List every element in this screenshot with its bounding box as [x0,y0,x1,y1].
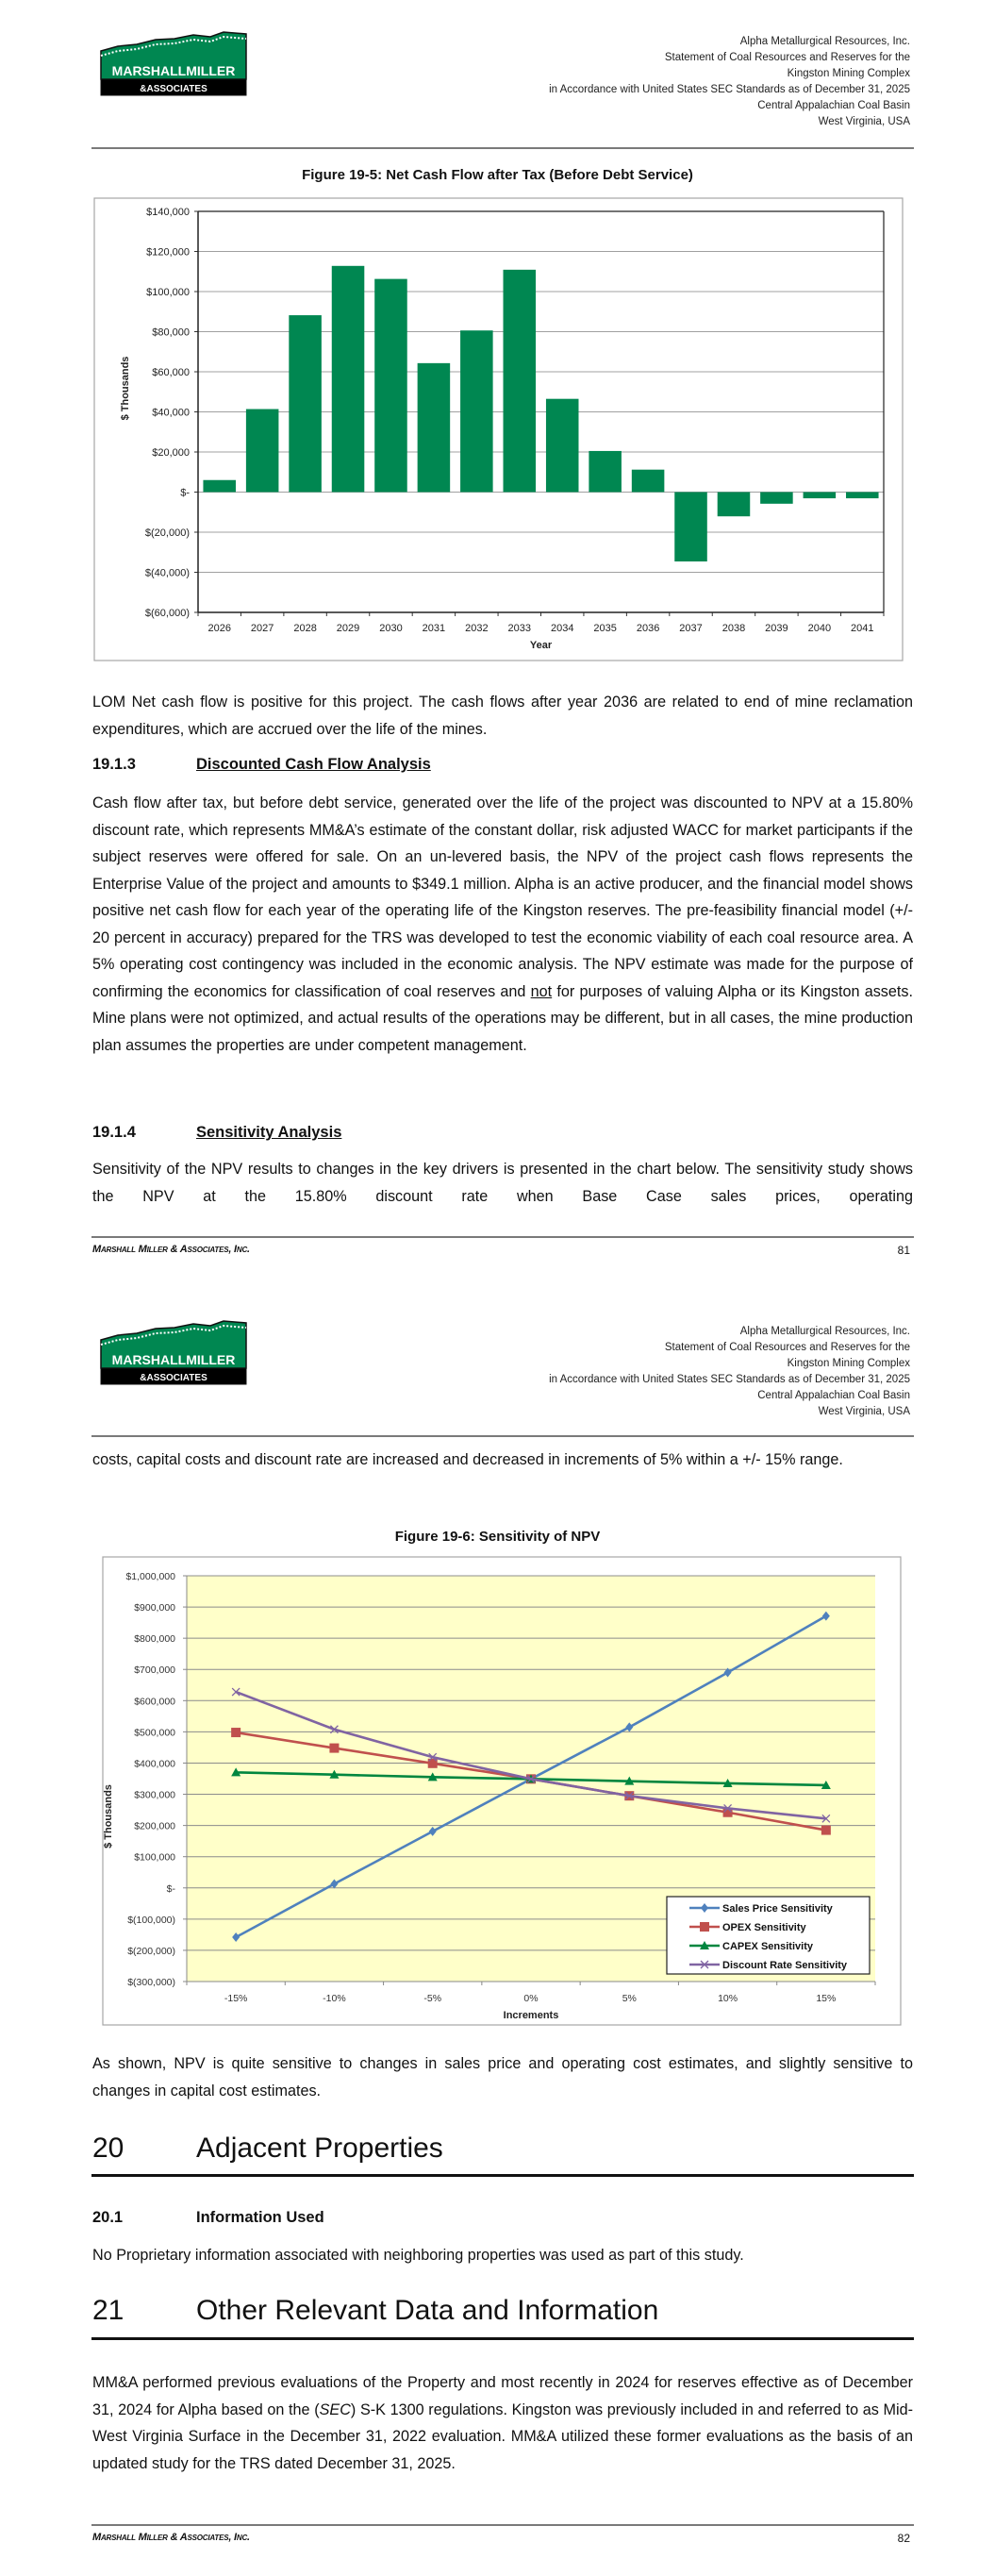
y-tick-label: $(200,000) [127,1945,175,1957]
x-tick-label: 2037 [679,623,703,634]
section-number: 21 [92,2295,124,2326]
paragraph-sensitivity-continued: costs, capital costs and discount rate are increased and decreased in increments of 5% within a +/- 15% range. [92,1451,843,1468]
marshall-miller-logo [99,1319,248,1387]
footer-rule [91,1236,914,1238]
x-tick-label: 2035 [593,623,617,634]
section-number: 20.1 [92,2209,124,2226]
header-line: Central Appalachian Coal Basin [757,100,910,111]
y-tick-label: $200,000 [134,1820,175,1832]
logo-text-top: MARSHALLMILLER [111,63,236,78]
bar-2037 [674,493,707,562]
bar-2027 [246,410,279,493]
header-line: West Virginia, USA [818,1406,910,1417]
header-line: Statement of Coal Resources and Reserves for the [664,1342,910,1353]
header-line: Alpha Metallurgical Resources, Inc. [739,1326,910,1337]
bar-2034 [546,399,579,493]
emphasis-sec: SEC [319,2400,351,2418]
y-tick-label: $100,000 [134,1851,175,1864]
paragraph-dcf-analysis [92,790,913,1059]
x-tick-label: -15% [224,1993,248,2004]
page-number: 82 [897,2532,910,2545]
x-tick-label: 2026 [207,623,231,634]
emphasis-not: not [530,982,553,1000]
figure-19-5-title: Figure 19-5: Net Cash Flow after Tax (Before Debt Service) [302,167,693,183]
bar-2026 [203,480,236,493]
x-tick-label: 2038 [721,623,746,634]
legend-label: CAPEX Sensitivity [722,1941,813,1952]
bar-2036 [632,470,665,493]
x-tick-label: 0% [523,1993,539,2004]
paragraph-other-relevant-data [92,2369,913,2477]
section-number: 19.1.4 [92,1124,136,1141]
x-tick-label: 2039 [765,623,788,634]
footer-rule [91,2524,914,2526]
legend-label: Discount Rate Sensitivity [722,1960,848,1971]
section-number: 20 [92,2133,124,2164]
y-tick-label: $20,000 [152,447,190,459]
logo-text-bottom: &ASSOCIATES [140,1373,207,1383]
paragraph-information-used: No Proprietary information associated with neighboring properties was used as part of this study. [92,2247,744,2264]
header-line: Kingston Mining Complex [787,1358,910,1369]
y-axis-title: $ Thousands [103,1784,114,1848]
x-tick-label: 2040 [807,623,832,634]
section-20-heading [92,2133,443,2165]
chart-frame [94,198,903,661]
x-tick-label: 2036 [636,623,660,634]
y-tick-label: $40,000 [152,407,190,419]
y-tick-label: $60,000 [152,367,190,378]
section-19-1-4-heading [92,1124,341,1142]
y-tick-label: $1,000,000 [125,1571,175,1582]
paragraph-text: for purposes of valuing Alpha or its Kingston assets. Mine plans were not optimized, and actual results of the operations may be different, but in all cases, the mine production plan assumes the properties are under competent management. [92,982,913,1054]
logo-text-top: MARSHALLMILLER [111,1352,236,1367]
bar-2030 [374,279,407,493]
bar-2039 [760,493,793,504]
y-tick-label: $(20,000) [144,527,190,539]
y-tick-label: $120,000 [146,246,190,259]
x-tick-label: 5% [622,1993,637,2004]
y-tick-label: $(100,000) [127,1914,175,1926]
legend-label: OPEX Sensitivity [722,1922,806,1933]
section-number: 19.1.3 [92,756,136,773]
section-title: Discounted Cash Flow Analysis [196,756,431,773]
section-rule [91,2337,914,2340]
net-cash-flow-bar-chart [0,0,995,679]
section-title: Information Used [196,2209,324,2226]
header-line: Statement of Coal Resources and Reserves for the [664,52,910,63]
y-tick-label: $100,000 [146,287,190,298]
x-tick-label: 2030 [379,623,403,634]
page-header-text [549,1324,910,1420]
legend-marker [700,1922,709,1932]
y-tick-label: $800,000 [134,1633,175,1646]
y-tick-label: $- [166,1882,175,1895]
section-21-heading [92,2295,658,2327]
section-20-1-heading [92,2209,324,2227]
figure-19-6-title: Figure 19-6: Sensitivity of NPV [394,1529,601,1545]
y-tick-label: $- [180,487,190,499]
bar-2031 [418,363,451,493]
header-line: Alpha Metallurgical Resources, Inc. [739,36,910,47]
logo-text-bottom: &ASSOCIATES [140,84,207,94]
x-tick-label: 2034 [550,623,574,634]
x-tick-label: 2029 [336,623,360,634]
paragraph-sensitivity: Sensitivity of the NPV results to changes in the key drivers is presented in the chart below. The sensitivity study shows the NPV at the 15.80% discount rate when Base Case sales prices, operating [92,1161,913,1205]
y-axis-title: $ Thousands [120,356,131,421]
y-tick-label: $600,000 [134,1696,175,1708]
y-tick-label: $80,000 [152,326,190,339]
y-tick-label: $(300,000) [127,1977,175,1988]
section-title: Other Relevant Data and Information [196,2295,659,2326]
paragraph-text: ) S-K 1300 regulations. Kingston was previously included in and referred to as Mid-West Virginia Surface in the December 31, 2022 evaluation. MM&A utilized these former evaluations as the basis of an updated study for the TRS dated December 31, 2025. [92,2400,913,2472]
header-line: Central Appalachian Coal Basin [757,1390,910,1401]
y-tick-label: $500,000 [134,1727,175,1739]
x-tick-label: 2028 [293,623,317,634]
bar-2029 [332,266,365,493]
section-rule [91,2174,914,2177]
bar-2038 [718,493,751,517]
x-tick-label: 10% [718,1993,738,2004]
y-tick-label: $140,000 [146,207,190,218]
header-line: in Accordance with United States SEC Standards as of December 31, 2025 [549,84,910,95]
x-tick-label: -5% [423,1993,442,2004]
bar-2028 [289,315,322,492]
section-19-1-3-heading [92,756,431,774]
x-axis-title: Year [529,640,553,651]
footer-company: Marshall Miller & Associates, Inc. [92,1244,250,1255]
bar-2041 [846,493,879,499]
y-tick-label: $(60,000) [144,608,190,619]
x-axis-title: Increments [503,2010,559,2021]
footer-company: Marshall Miller & Associates, Inc. [92,2532,250,2543]
x-tick-label: 2027 [250,623,274,634]
y-tick-label: $(40,000) [144,567,190,579]
data-point [231,1728,240,1737]
section-title: Adjacent Properties [196,2133,443,2164]
bar-2032 [460,330,493,492]
legend-label: Sales Price Sensitivity [722,1903,833,1915]
header-line: in Accordance with United States SEC Standards as of December 31, 2025 [549,1374,910,1385]
header-rule [91,1435,914,1437]
x-tick-label: 2041 [851,623,874,634]
x-tick-label: 15% [816,1993,837,2004]
section-title: Sensitivity Analysis [196,1124,342,1141]
y-tick-label: $300,000 [134,1789,175,1801]
header-line: West Virginia, USA [818,116,910,127]
y-tick-label: $900,000 [134,1602,175,1614]
data-point [821,1826,831,1835]
npv-sensitivity-line-chart [0,1547,995,2038]
bar-2033 [504,270,537,493]
paragraph-as-shown: As shown, NPV is quite sensitive to changes in sales price and operating cost estimates, and slightly sensitive to changes in capital cost estimates. [92,2055,913,2099]
x-tick-label: -10% [323,1993,346,2004]
x-tick-label: 2031 [422,623,446,634]
y-tick-label: $400,000 [134,1758,175,1770]
header-line: Kingston Mining Complex [787,68,910,79]
x-tick-label: 2032 [465,623,489,634]
paragraph-text: Cash flow after tax, but before debt service, generated over the life of the project was discounted to NPV at a 15.80% discount rate, which represents MM&A’s estimate of the constant dollar, risk adjusted WACC for market participants if the subject reserves were offered for sale. On an un-levered basis, the NPV of the project cash flows represents the Enterprise Value of the project and amounts to $349.1 million. Alpha is an active producer, and the financial model shows positive net cash flow for each year of the operating life of the Kingston reserves. The pre-feasibility financial model (+/- 20 percent in accuracy) prepared for the TRS was developed to test the economic viability of each coal resource area. A 5% operating cost contingency was included in the economic analysis. The NPV estimate was made for the purpose of confirming the economics for classification of coal reserves and [92,795,913,1000]
bar-2040 [804,493,837,499]
page-number: 81 [897,1244,910,1257]
x-tick-label: 2033 [507,623,532,634]
paragraph-lom-cash-flow: LOM Net cash flow is positive for this project. The cash flows after year 2036 are related to end of mine reclamation expenditures, which are accrued over the life of the mines. [92,694,913,738]
paragraph-text: MM&A performed previous evaluations of the Property and most recently in 2024 for reserves effective as of December 31, 2024 for Alpha based on the ( [92,2374,913,2418]
data-point [329,1744,339,1753]
y-tick-label: $700,000 [134,1664,175,1677]
bar-2035 [589,451,622,493]
